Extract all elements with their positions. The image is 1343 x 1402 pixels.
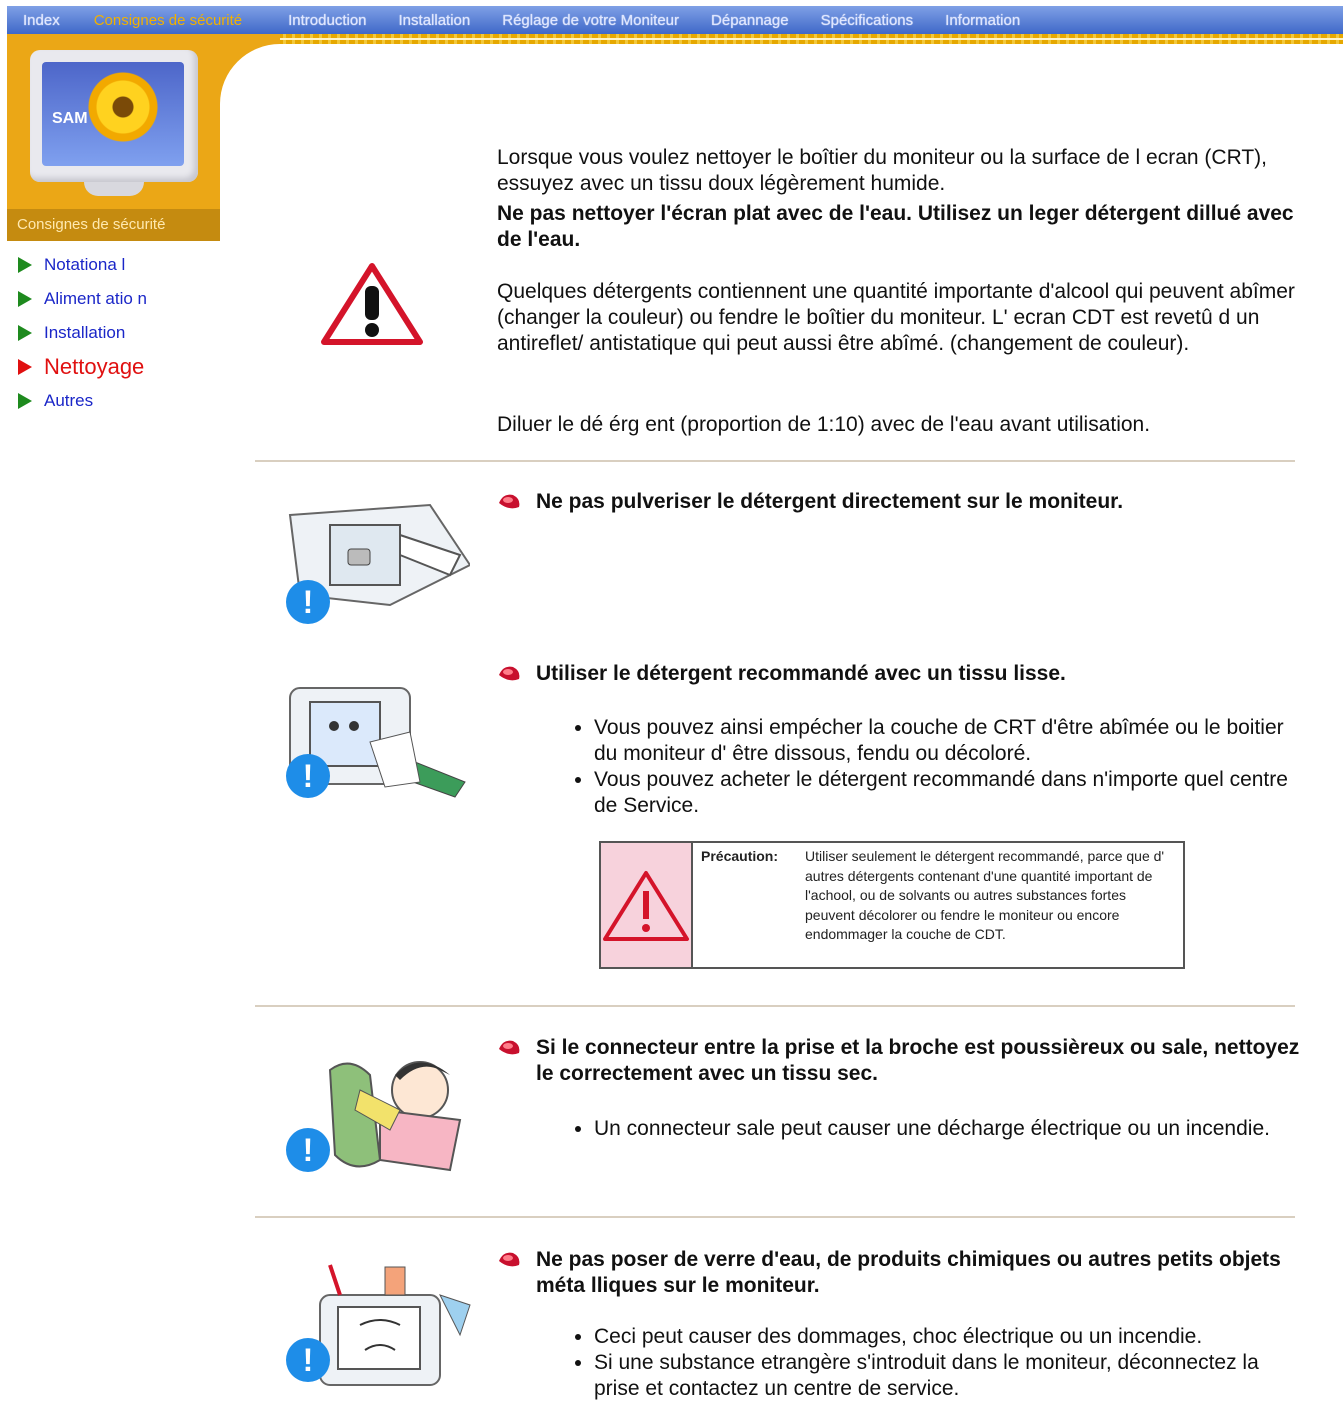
caution-text xyxy=(693,843,1183,967)
monitor-logo: SAM xyxy=(52,110,88,127)
arrow-icon xyxy=(18,325,32,341)
sidebar-item-label: Autres xyxy=(44,391,94,410)
side-menu xyxy=(18,248,147,418)
warning-triangle-icon xyxy=(320,260,424,346)
sidebar-item-notation[interactable] xyxy=(18,248,147,282)
tab-specifications[interactable]: Spécifications xyxy=(820,11,914,29)
section-divider xyxy=(255,460,1295,462)
monitor-screen xyxy=(42,62,184,166)
tab-index[interactable]: Index xyxy=(23,11,60,29)
section-2-heading: Utiliser le détergent recommandé avec un tissu lisse. xyxy=(497,661,1317,687)
tab-introduction[interactable]: Introduction xyxy=(288,11,367,29)
red-bullet-icon xyxy=(497,493,521,511)
section-3-list xyxy=(572,1116,1294,1142)
tab-monitor-settings[interactable]: Réglage de votre Moniteur xyxy=(502,11,680,29)
panel-label: Consignes de sécurité xyxy=(7,209,220,241)
section-divider xyxy=(255,1005,1295,1007)
sunflower-icon xyxy=(88,72,158,142)
list-item: • Un connecteur sale peut causer une décharge électrique ou un incendie. xyxy=(594,1116,1294,1142)
sidebar-item-power[interactable] xyxy=(18,282,147,316)
section-2-list xyxy=(572,715,1294,819)
sidebar-item-label: Aliment atio n xyxy=(44,289,147,308)
intro-paragraph-3: Diluer le dé érg ent (proportion de 1:10) avec de l'eau avant utilisation. xyxy=(497,413,1151,436)
info-exclamation-icon: ! xyxy=(286,754,330,798)
sidebar-item-label: Nettoyage xyxy=(44,354,145,379)
sidebar-item-label: Notationa l xyxy=(44,255,126,274)
sidebar-item-installation[interactable] xyxy=(18,316,147,350)
tab-safety[interactable]: Consignes de sécurité xyxy=(93,11,243,29)
panel-curve xyxy=(220,34,280,104)
red-bullet-icon xyxy=(497,1251,521,1269)
monitor-stand xyxy=(84,182,144,196)
tab-information[interactable]: Information xyxy=(945,11,1021,29)
top-nav xyxy=(7,6,1343,34)
section-divider xyxy=(255,1216,1295,1218)
section-4-heading: Ne pas poser de verre d'eau, de produits chimiques ou autres petits objets méta lliques sur le moniteur. xyxy=(497,1247,1317,1299)
section-4-list xyxy=(572,1324,1294,1402)
list-item: • Ceci peut causer des dommages, choc électrique ou un incendie. xyxy=(594,1324,1294,1350)
tab-troubleshooting[interactable]: Dépannage xyxy=(711,11,789,29)
red-bullet-icon xyxy=(497,665,521,683)
intro-paragraph-2: Quelques détergents contiennent une quantité importante d'alcool qui peuvent abîmer (changer la couleur) ou fendre le boîtier du moniteur. L' ecran CDT est revetû d un antireflet/ antistatique qui peut aussi être abîmé. (changement de couleur). xyxy=(497,280,1295,355)
intro-paragraph-bold: Ne pas nettoyer l'écran plat avec de l'eau. Utilisez un leger détergent dillué avec de l'eau. xyxy=(497,202,1294,251)
monitor-image xyxy=(30,50,198,206)
caution-body: Utiliser seulement le détergent recommandé, parce que d' autres détergents contenant d'une quantité important de l'achool, ou de solvants ou autres substances fortes peuvent décolorer ou fendre le moniteur ou encore endommager la couche de CDT. xyxy=(805,848,1165,942)
cleaning-plug-illustration xyxy=(300,1050,500,1190)
section-3-heading: Si le connecteur entre la prise et la broche est poussièreux ou sale, nettoyez le correctement avec un tissu sec. xyxy=(497,1035,1317,1087)
arrow-icon xyxy=(18,291,32,307)
list-item: • Si une substance etrangère s'introduit dans le moniteur, déconnectez la prise et contactez un centre de service. xyxy=(594,1350,1294,1402)
sidebar-item-cleaning[interactable] xyxy=(18,350,147,384)
section-1-heading: Ne pas pulveriser le détergent directement sur le moniteur. xyxy=(497,489,1317,515)
list-item: • Vous pouvez ainsi empécher la couche de CRT d'être abîmée ou le boitier du moniteur d' être dissous, fendu ou décoloré. xyxy=(594,715,1294,767)
arrow-icon xyxy=(18,359,32,375)
list-item: • Vous pouvez acheter le détergent recommandé dans n'importe quel centre de Service. xyxy=(594,767,1294,819)
arrow-icon xyxy=(18,257,32,273)
objects-on-monitor-illustration xyxy=(300,1255,500,1395)
sidebar-item-label: Installation xyxy=(44,323,126,342)
red-bullet-icon xyxy=(497,1039,521,1057)
tab-installation[interactable]: Installation xyxy=(398,11,471,29)
warning-triangle-icon xyxy=(601,867,691,943)
caution-icon-cell xyxy=(601,843,693,967)
intro-paragraph-1: Lorsque vous voulez nettoyer le boîtier du moniteur ou la surface de l ecran (CRT), essuyez avec un tissu doux légèrement humide. xyxy=(497,146,1268,195)
caution-box xyxy=(599,841,1185,969)
info-exclamation-icon: ! xyxy=(286,1338,330,1382)
info-exclamation-icon: ! xyxy=(286,580,330,624)
arrow-icon xyxy=(18,393,32,409)
caution-label: Précaution: xyxy=(701,848,779,864)
sidebar-item-other[interactable] xyxy=(18,384,147,418)
info-exclamation-icon: ! xyxy=(286,1128,330,1172)
